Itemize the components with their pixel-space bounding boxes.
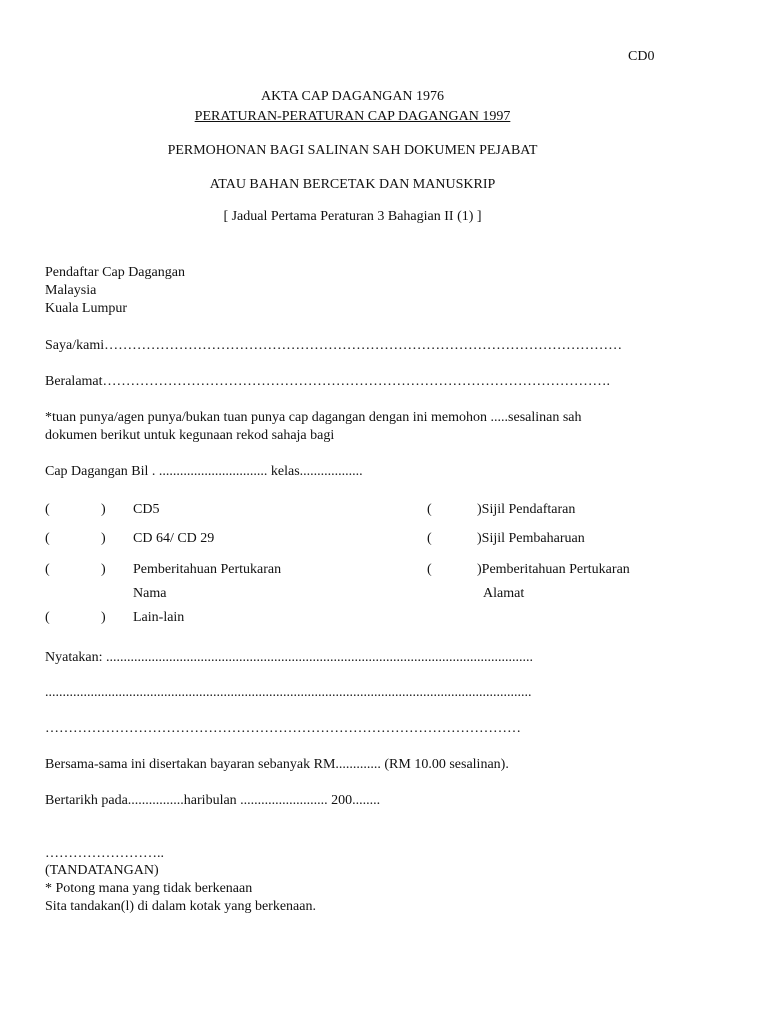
statement-line1: *tuan punya/agen punya/bukan tuan punya cap dagangan dengan ini memohon .....sesalinan sah [45, 410, 582, 425]
option-label-continued: Alamat [483, 586, 525, 601]
trademark-number-field[interactable]: Cap Dagangan Bil . ............................... kelas.................. [45, 464, 363, 479]
act-title: AKTA CAP DAGANGAN 1976 [260, 89, 445, 104]
checkbox-close-bracket[interactable]: ) [101, 562, 106, 577]
option-label: )Pemberitahuan Pertukaran [477, 562, 630, 577]
checkbox-open-bracket[interactable]: ( [45, 562, 50, 577]
option-label-continued: Nama [133, 586, 167, 601]
schedule-reference: [ Jadual Pertama Peraturan 3 Bahagian II (1) ] [223, 209, 482, 224]
name-field[interactable]: Saya/kami………………………………………………………………………………………………… [45, 338, 623, 353]
option-label: CD5 [133, 502, 160, 517]
checkbox-open-bracket[interactable]: ( [45, 531, 50, 546]
addressee-line2: Malaysia [45, 283, 97, 298]
option-label: )Sijil Pendaftaran [477, 502, 576, 517]
note-tick-box: Sita tandakan(l) di dalam kotak yang berkenaan. [45, 899, 316, 914]
checkbox-open-bracket[interactable]: ( [45, 502, 50, 517]
addressee-line1: Pendaftar Cap Dagangan [45, 265, 185, 280]
specify-field-line3[interactable]: ………………………………………………………………………………………… [45, 721, 521, 736]
option-label: Pemberitahuan Pertukaran [133, 562, 282, 577]
specify-field-line2[interactable]: ........................................................................................................................................... [45, 685, 532, 700]
specify-field-line1[interactable]: Nyatakan: .......................................................................................................................... [45, 650, 534, 665]
form-heading-line1: PERMOHONAN BAGI SALINAN SAH DOKUMEN PEJABAT [167, 143, 538, 158]
payment-field[interactable]: Bersama-sama ini disertakan bayaran sebanyak RM............. (RM 10.00 sesalinan). [45, 757, 509, 772]
checkbox-open-bracket[interactable]: ( [427, 562, 432, 577]
checkbox-open-bracket[interactable]: ( [427, 502, 432, 517]
checkbox-open-bracket[interactable]: ( [427, 531, 432, 546]
signature-label: (TANDATANGAN) [45, 863, 159, 878]
address-field[interactable]: Beralamat………………………………………………………………………………………………. [45, 374, 611, 389]
checkbox-open-bracket[interactable]: ( [45, 610, 50, 625]
addressee-line3: Kuala Lumpur [45, 301, 128, 316]
option-label: )Sijil Pembaharuan [477, 531, 585, 546]
option-label: CD 64/ CD 29 [133, 531, 215, 546]
option-label: Lain-lain [133, 610, 185, 625]
checkbox-close-bracket[interactable]: ) [101, 531, 106, 546]
checkbox-close-bracket[interactable]: ) [101, 502, 106, 517]
regulation-title: PERATURAN-PERATURAN CAP DAGANGAN 1997 [194, 109, 511, 124]
signature-field[interactable]: …………………….. [45, 846, 164, 861]
date-field[interactable]: Bertarikh pada................haribulan ......................... 200........ [45, 793, 381, 808]
statement-line2: dokumen berikut untuk kegunaan rekod sahaja bagi [45, 428, 335, 443]
checkbox-close-bracket[interactable]: ) [101, 610, 106, 625]
form-heading-line2: ATAU BAHAN BERCETAK DAN MANUSKRIP [209, 177, 496, 192]
form-code: CD0 [628, 49, 655, 64]
note-strike-out: * Potong mana yang tidak berkenaan [45, 881, 253, 896]
